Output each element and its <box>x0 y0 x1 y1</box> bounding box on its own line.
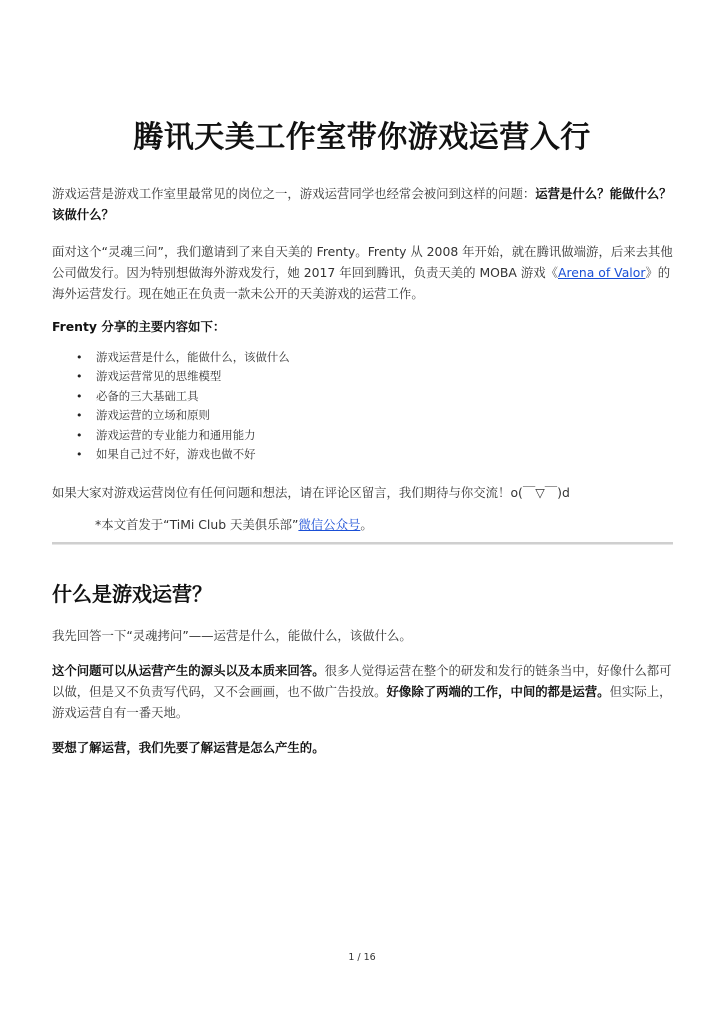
intro-paragraph <box>52 183 674 225</box>
wechat-account-link[interactable]: 微信公众号 <box>298 517 361 532</box>
origin-text-1: 很多人觉得运营在整个的研发和发行的链条当中，好像什么都可以做，但是又不负责写代码，又不会画画，也不做广告投放。 <box>52 663 672 699</box>
section-divider <box>52 542 673 545</box>
bullet-icon: • <box>76 370 83 384</box>
source-note-text: *本文首发于“TiMi Club 天美俱乐部” <box>95 517 299 532</box>
origin-bold-1: 这个问题可以从运营产生的源头以及本质来回答。 <box>52 663 325 678</box>
closing-paragraph: 如果大家对游戏运营岗位有任何问题和想法，请在评论区留言，我们期待与你交流！o(￣▽￣)d <box>52 485 570 500</box>
arena-of-valor-link[interactable]: Arena of Valor <box>558 265 646 280</box>
page-number: 1 / 16 <box>348 952 376 963</box>
bullet-icon: • <box>76 389 83 403</box>
origin-paragraph <box>52 660 674 723</box>
list-item: • 游戏运营是什么，能做什么，该做什么 <box>76 348 636 367</box>
answer-paragraph: 我先回答一下“灵魂拷问”——运营是什么，能做什么，该做什么。 <box>52 628 412 643</box>
intro-bold-questions: 运营是什么？能做什么？该做什么？ <box>52 186 672 222</box>
bullet-icon: • <box>76 409 83 423</box>
list-item: • 游戏运营的立场和原则 <box>76 406 636 425</box>
document-title: 腾讯天美工作室带你游戏运营入行 <box>133 120 591 155</box>
speaker-text-after: 》的海外运营发行。现在她正在负责一款未公开的天美游戏的运营工作。 <box>52 265 671 301</box>
list-item: • 如果自己过不好，游戏也做不好 <box>76 445 636 464</box>
bullet-icon: • <box>76 351 83 364</box>
intro-text: 游戏运营是游戏工作室里最常见的岗位之一，游戏运营同学也经常会被问到这样的问题： <box>52 186 536 201</box>
understand-paragraph: 要想了解运营，我们先要了解运营是怎么产生的。 <box>52 740 325 755</box>
list-item: • 游戏运营的专业能力和通用能力 <box>76 426 636 445</box>
list-heading: Frenty 分享的主要内容如下： <box>52 319 226 334</box>
origin-bold-2: 好像除了两端的工作，中间的都是运营。 <box>386 684 610 699</box>
origin-text-2: 但实际上，游戏运营自有一番天地。 <box>52 684 672 720</box>
speaker-paragraph <box>52 241 674 304</box>
section-heading: 什么是游戏运营？ <box>52 582 212 606</box>
list-item: • 游戏运营常见的思维模型 <box>76 367 636 386</box>
speaker-text-before: 面对这个“灵魂三问”，我们邀请到了来自天美的 Frenty。Frenty 从 2008 年开始，就在腾讯做端游，后来去其他公司做发行。因为特别想做海外游戏发行，她 2017 年回到腾讯，负责天美的 MOBA 游戏《 <box>52 244 673 280</box>
source-note <box>95 515 373 533</box>
bullet-icon: • <box>76 448 83 462</box>
content-bullet-list <box>76 348 636 464</box>
bullet-icon: • <box>76 428 83 442</box>
list-item: • 必备的三大基础工具 <box>76 387 636 406</box>
source-note-end: 。 <box>360 517 373 532</box>
